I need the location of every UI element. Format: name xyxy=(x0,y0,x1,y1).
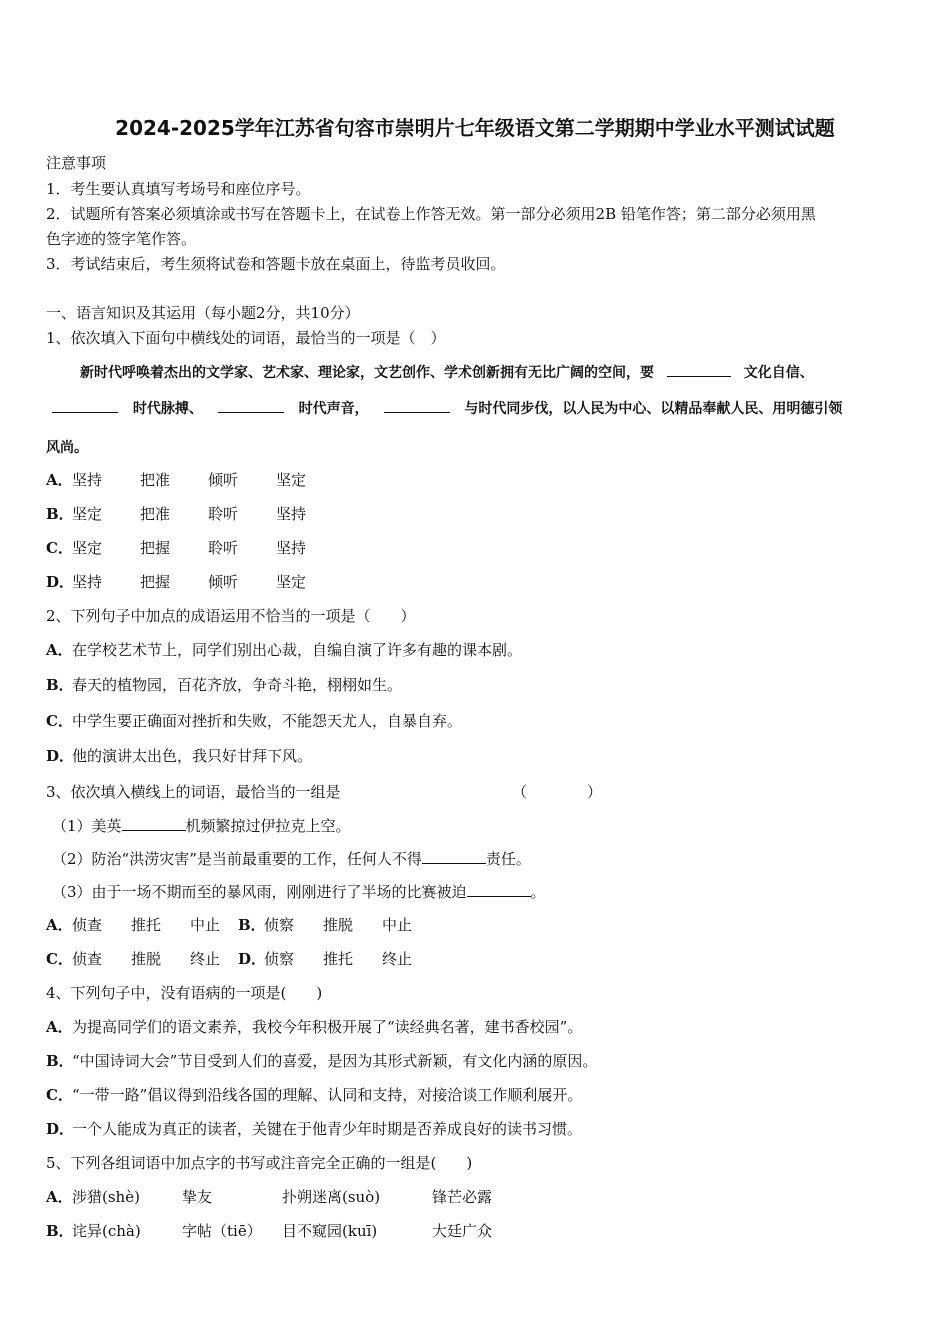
section-heading: 一、语言知识及其运用（每小题2分，共10分） xyxy=(46,304,360,322)
option-word: 目不窥园(kuī) xyxy=(282,1222,378,1240)
page-title: 2024-2025学年江苏省句容市崇明片七年级语文第二学期期中学业水平测试试题 xyxy=(115,116,835,140)
notice-item-1: 1．考生要认真填写考场号和座位序号。 xyxy=(46,180,311,198)
option-word: 聆听 xyxy=(208,505,239,523)
q3-options-row-1 xyxy=(46,914,412,935)
option-word: 聆听 xyxy=(208,539,239,557)
option-label: D． xyxy=(238,950,267,968)
q3-item-1 xyxy=(52,815,351,836)
option-word: 倾听 xyxy=(208,471,239,489)
option-word: 侦查 xyxy=(72,950,103,968)
q2-option-a xyxy=(46,639,522,660)
notice-item-2: 2．试题所有答案必须填涂或书写在答题卡上，在试卷上作答无效。第一部分必须用2B 铅笔作答；第二部分必须用黑 xyxy=(46,205,816,223)
option-word: 侦察 xyxy=(264,916,295,934)
option-text: 中学生要正确面对挫折和失败，不能怨天尤人，自暴自弃。 xyxy=(72,712,463,730)
q2-option-b xyxy=(46,674,402,695)
option-text: 春天的植物园，百花齐放，争奇斗艳，栩栩如生。 xyxy=(72,676,403,694)
option-label: C． xyxy=(46,539,73,557)
q1-passage-text: 文化自信、 xyxy=(743,365,814,381)
q1-option-c xyxy=(46,537,306,558)
q4-option-d xyxy=(46,1118,582,1139)
option-text: 在学校艺术节上，同学们别出心裁，自编自演了许多有趣的课本剧。 xyxy=(72,641,523,659)
option-word: 坚定 xyxy=(276,471,307,489)
q1-passage-line-1 xyxy=(80,362,814,382)
q5-option-a xyxy=(46,1186,492,1207)
option-label: A． xyxy=(46,916,73,934)
option-word: 侦查 xyxy=(72,916,103,934)
option-label: A． xyxy=(46,641,73,659)
option-label: C． xyxy=(46,950,73,968)
option-text: 一个人能成为真正的读者，关键在于他青少年时期是否养成良好的读书习惯。 xyxy=(72,1120,583,1138)
option-word: 坚定 xyxy=(72,539,103,557)
q1-option-b xyxy=(46,503,306,524)
option-label: B． xyxy=(46,1052,74,1070)
q2-option-d xyxy=(46,745,312,766)
option-label: C． xyxy=(46,712,73,730)
option-word: 把握 xyxy=(140,539,171,557)
q3-item-text: 机频繁掠过伊拉克上空。 xyxy=(185,817,351,835)
option-word: 终止 xyxy=(382,950,413,968)
q4-option-b xyxy=(46,1050,597,1071)
option-label: B． xyxy=(238,916,266,934)
q1-passage-text: 与时代同步伐，以人民为中心、以精品奉献人民、用明德引领 xyxy=(464,401,843,417)
fill-blank-2 xyxy=(52,400,118,413)
option-word: 坚持 xyxy=(276,505,307,523)
q3-item-3 xyxy=(52,881,546,902)
question-1-stem: 1、依次填入下面句中横线处的词语，最恰当的一项是（ ） xyxy=(46,329,446,347)
fill-blank-4 xyxy=(384,400,450,413)
option-label: D． xyxy=(46,1120,75,1138)
q3-item-text: （2）防治“洪涝灾害”是当前最重要的工作，任何人不得 xyxy=(52,850,422,868)
option-word: 推托 xyxy=(131,916,162,934)
fill-blank xyxy=(422,851,486,864)
option-word: 中止 xyxy=(190,916,221,934)
q1-passage-text: 新时代呼唤着杰出的文学家、艺术家、理论家，文艺创作、学术创新拥有无比广阔的空间，要 xyxy=(80,365,654,381)
option-word: 中止 xyxy=(382,916,413,934)
q1-passage-line-2 xyxy=(52,398,842,418)
notice-item-2-cont: 色字迹的签字笔作答。 xyxy=(46,230,197,248)
option-word: 挚友 xyxy=(182,1188,213,1206)
option-word: 把握 xyxy=(140,573,171,591)
option-label: A． xyxy=(46,1018,73,1036)
q3-item-2 xyxy=(52,848,531,869)
q1-passage-text: 时代声音， xyxy=(298,401,369,417)
option-word: 大廷广众 xyxy=(432,1222,493,1240)
fill-blank-3 xyxy=(218,400,284,413)
q2-option-c xyxy=(46,710,462,731)
option-word: 推脱 xyxy=(323,916,354,934)
q3-item-text: （3）由于一场不期而至的暴风雨，刚刚进行了半场的比赛被迫 xyxy=(52,883,467,901)
option-word: 倾听 xyxy=(208,573,239,591)
question-5-stem: 5、下列各组词语中加点字的书写或注音完全正确的一组是( ) xyxy=(46,1154,473,1172)
option-text: 他的演讲太出色，我只好甘拜下风。 xyxy=(72,747,313,765)
fill-blank xyxy=(467,884,531,897)
option-word: 坚持 xyxy=(72,573,103,591)
notice-heading: 注意事项 xyxy=(46,154,107,172)
option-label: A． xyxy=(46,1188,73,1206)
option-word: 坚持 xyxy=(72,471,103,489)
fill-blank-1 xyxy=(667,364,731,377)
q4-option-c xyxy=(46,1084,582,1105)
option-label: D． xyxy=(46,573,75,591)
q3-options-row-2 xyxy=(46,948,412,969)
q1-passage-text: 时代脉搏、 xyxy=(132,401,203,417)
option-text: “一带一路”倡议得到沿线各国的理解、认同和支持，对接洽谈工作顺利展开。 xyxy=(72,1086,583,1104)
q3-item-text: （1）美英 xyxy=(52,817,122,835)
q1-passage-line-3: 风尚。 xyxy=(46,440,88,456)
option-word: 诧异(chà) xyxy=(72,1222,141,1240)
option-word: 侦察 xyxy=(264,950,295,968)
option-word: 坚定 xyxy=(72,505,103,523)
option-word: 扑朔迷离(suò) xyxy=(282,1188,381,1206)
q3-item-text: 。 xyxy=(530,883,546,901)
option-word: 推脱 xyxy=(131,950,162,968)
option-label: B． xyxy=(46,676,74,694)
option-label: A． xyxy=(46,471,73,489)
notice-item-3: 3．考试结束后，考生须将试卷和答题卡放在桌面上，待监考员收回。 xyxy=(46,255,506,273)
q4-option-a xyxy=(46,1016,582,1037)
option-word: 推托 xyxy=(323,950,354,968)
option-label: B． xyxy=(46,505,74,523)
option-label: D． xyxy=(46,747,75,765)
option-word: 把准 xyxy=(140,471,171,489)
option-text: 为提高同学们的语文素养，我校今年积极开展了“读经典名著，建书香校园”。 xyxy=(72,1018,583,1036)
question-2-stem: 2、下列句子中加点的成语运用不恰当的一项是（ ） xyxy=(46,607,416,625)
q1-option-a xyxy=(46,469,306,490)
question-3-stem: 3、依次填入横线上的词语，最恰当的一组是 xyxy=(46,783,341,801)
q1-option-d xyxy=(46,571,306,592)
option-word: 字帖（tiē） xyxy=(182,1222,262,1240)
option-word: 把准 xyxy=(140,505,171,523)
q3-answer-paren: （ ） xyxy=(512,783,603,801)
q5-option-b xyxy=(46,1220,492,1241)
fill-blank xyxy=(122,818,186,831)
question-4-stem: 4、下列句子中，没有语病的一项是( ) xyxy=(46,984,323,1002)
option-label: B． xyxy=(46,1222,74,1240)
option-label: C． xyxy=(46,1086,73,1104)
option-word: 锋芒必露 xyxy=(432,1188,493,1206)
q3-item-text: 责任。 xyxy=(485,850,531,868)
option-word: 坚定 xyxy=(276,573,307,591)
option-word: 涉猎(shè) xyxy=(72,1188,140,1206)
option-word: 终止 xyxy=(190,950,221,968)
option-text: “中国诗词大会”节目受到人们的喜爱，是因为其形式新颖，有文化内涵的原因。 xyxy=(72,1052,598,1070)
option-word: 坚持 xyxy=(276,539,307,557)
